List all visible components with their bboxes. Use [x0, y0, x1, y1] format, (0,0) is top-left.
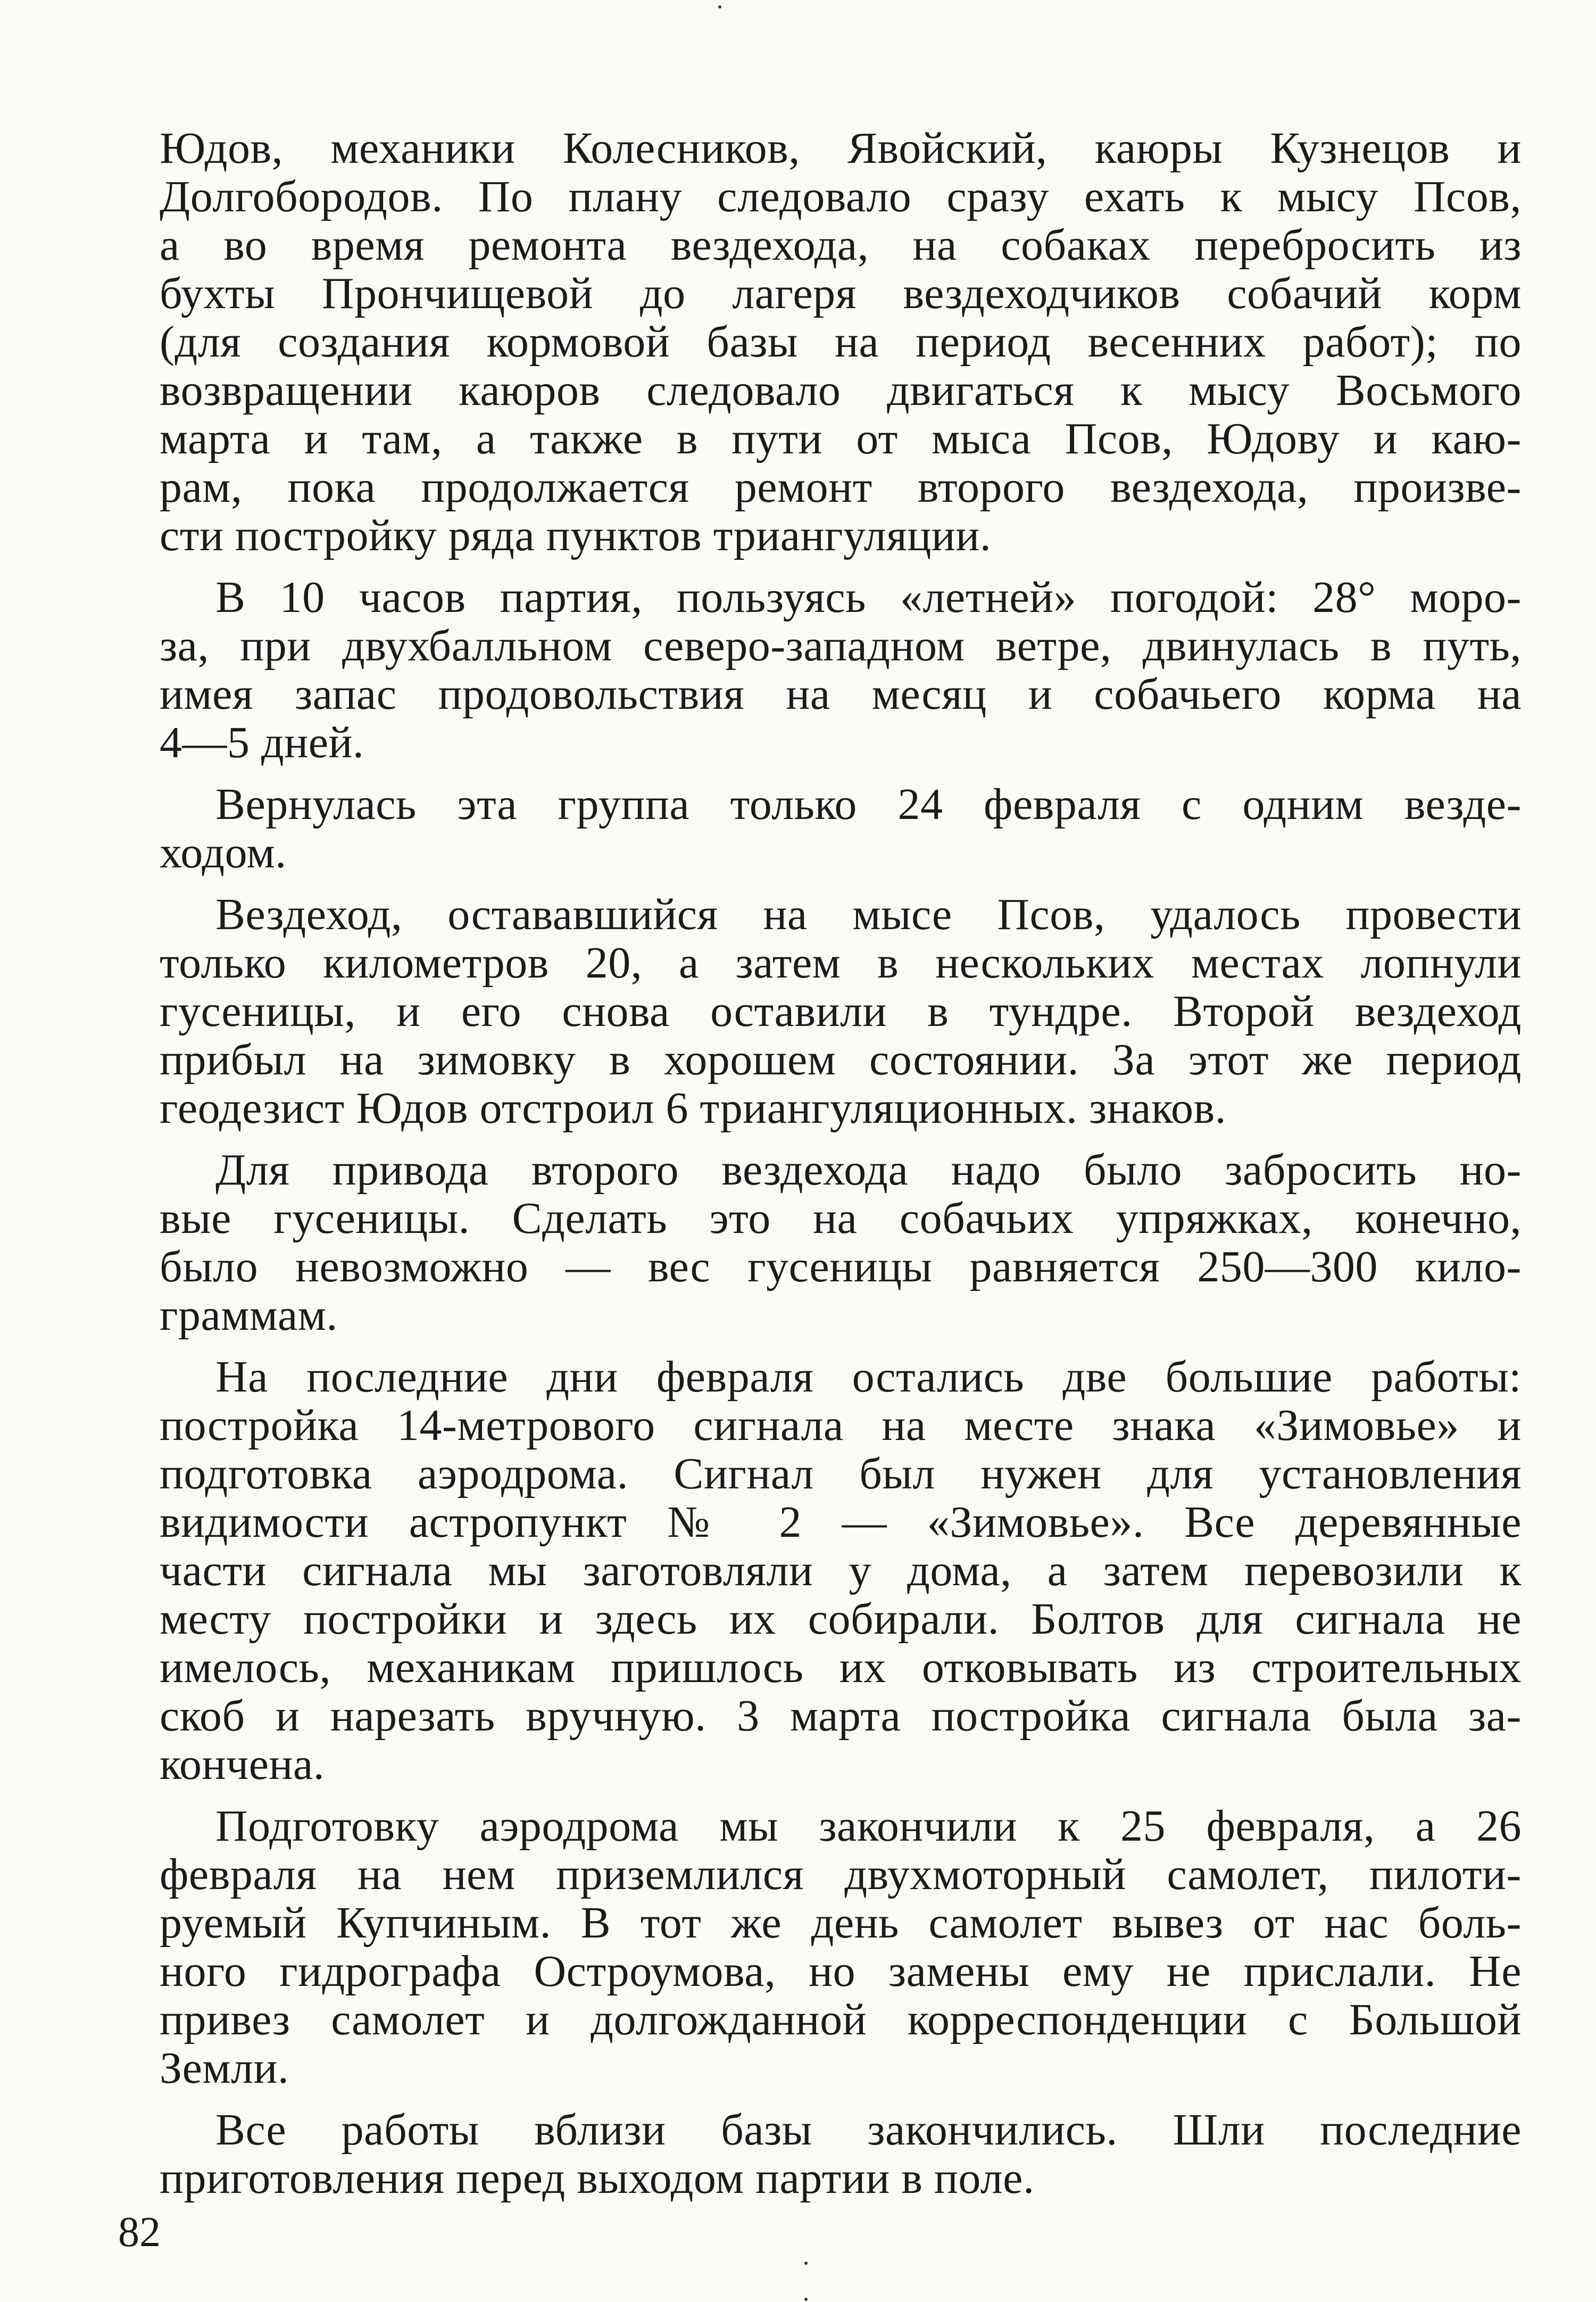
text-line: привез самолет и долгожданной корреспонденции с Большой: [160, 1995, 1522, 2044]
text-line: постройка 14-метрового сигнала на месте знака «Зимовье» и: [160, 1401, 1522, 1450]
text-line: вые гусеницы. Сделать это на собачьих упряжках, конечно,: [160, 1194, 1522, 1243]
text-line: Все работы вблизи базы закончились. Шли последние: [215, 2105, 1522, 2155]
scan-speck: [804, 2262, 808, 2265]
paragraph: [160, 573, 1522, 767]
text-line: возвращении каюров следовало двигаться к мысу Восьмого: [160, 366, 1522, 415]
text-line: было невозможно — вес гусеницы равняется 250—300 кило-: [160, 1242, 1522, 1291]
text-line: месту постройки и здесь их собирали. Болтов для сигнала не: [160, 1594, 1522, 1644]
body-text: [160, 124, 1522, 2202]
text-line: Земли.: [160, 2043, 289, 2093]
text-line: 4—5 дней.: [160, 718, 364, 767]
text-line: февраля на нем приземлился двухмоторный самолет, пилоти-: [160, 1850, 1522, 1899]
text-line: марта и там, а также в пути от мыса Псов, Юдову и каю-: [160, 414, 1522, 463]
text-line: гусеницы, и его снова оставили в тундре. Второй вездеход: [160, 987, 1522, 1036]
text-line: (для создания кормовой базы на период весенних работ); по: [160, 317, 1522, 367]
text-line: видимости астропункт № 2 — «Зимовье». Все деревянные: [160, 1497, 1522, 1547]
text-line: приготовления перед выходом партии в поле.: [160, 2154, 1035, 2203]
paragraph: [160, 124, 1522, 560]
text-line: имелось, механикам пришлось их отковывать из строительных: [160, 1643, 1522, 1692]
text-line: за, при двухбалльном северо-западном ветре, двинулась в путь,: [160, 621, 1522, 670]
scan-speck: [718, 5, 721, 9]
scan-speck: [804, 2298, 808, 2301]
text-line: прибыл на зимовку в хорошем состоянии. За этот же период: [160, 1035, 1522, 1084]
text-line: подготовка аэродрома. Сигнал был нужен для установления: [160, 1449, 1522, 1498]
text-line: руемый Купчиным. В тот же день самолет вывез от нас боль-: [160, 1898, 1522, 1948]
paragraph: [160, 780, 1522, 877]
text-line: бухты Прончищевой до лагеря вездеходчиков собачий корм: [160, 269, 1522, 318]
text-line: рам, пока продолжается ремонт второго вездехода, произве-: [160, 462, 1522, 512]
paragraph: [160, 1802, 1522, 2092]
text-line: На последние дни февраля остались две большие работы:: [215, 1352, 1522, 1402]
text-line: Долгобородов. По плану следовало сразу ехать к мысу Псов,: [160, 172, 1522, 221]
paragraph: [160, 1146, 1522, 1339]
paragraph: [160, 1353, 1522, 1788]
text-line: имея запас продовольствия на месяц и собачьего корма на: [160, 669, 1522, 719]
text-line: ходом.: [160, 828, 287, 877]
text-line: а во время ремонта вездехода, на собаках перебросить из: [160, 220, 1522, 270]
text-line: Юдов, механики Колесников, Явойский, каюры Кузнецов и: [160, 123, 1522, 173]
text-line: Подготовку аэродрома мы закончили к 25 февраля, а 26: [215, 1801, 1522, 1851]
text-line: ного гидрографа Остроумова, но замены ему не прислали. Не: [160, 1947, 1522, 1996]
paragraph: [160, 2106, 1522, 2202]
text-line: только километров 20, а затем в нескольких местах лопнули: [160, 938, 1522, 988]
text-line: Вернулась эта группа только 24 февраля с одним везде-: [215, 780, 1522, 829]
text-line: В 10 часов партия, пользуясь «летней» погодой: 28° моро-: [215, 573, 1522, 622]
text-line: сти постройку ряда пунктов триангуляции.: [160, 511, 992, 560]
paragraph: [160, 890, 1522, 1132]
text-line: Для привода второго вездехода надо было забросить но-: [215, 1145, 1522, 1195]
text-line: граммам.: [160, 1290, 338, 1340]
text-line: кончена.: [160, 1740, 325, 1789]
text-line: геодезист Юдов отстроил 6 триангуляционных. знаков.: [160, 1083, 1227, 1133]
text-line: Вездеход, остававшийся на мысе Псов, удалось провести: [215, 890, 1522, 939]
text-line: части сигнала мы заготовляли у дома, а затем перевозили к: [160, 1546, 1522, 1595]
page-number: 82: [118, 2209, 161, 2256]
text-line: скоб и нарезать вручную. 3 марта постройка сигнала была за-: [160, 1691, 1522, 1741]
